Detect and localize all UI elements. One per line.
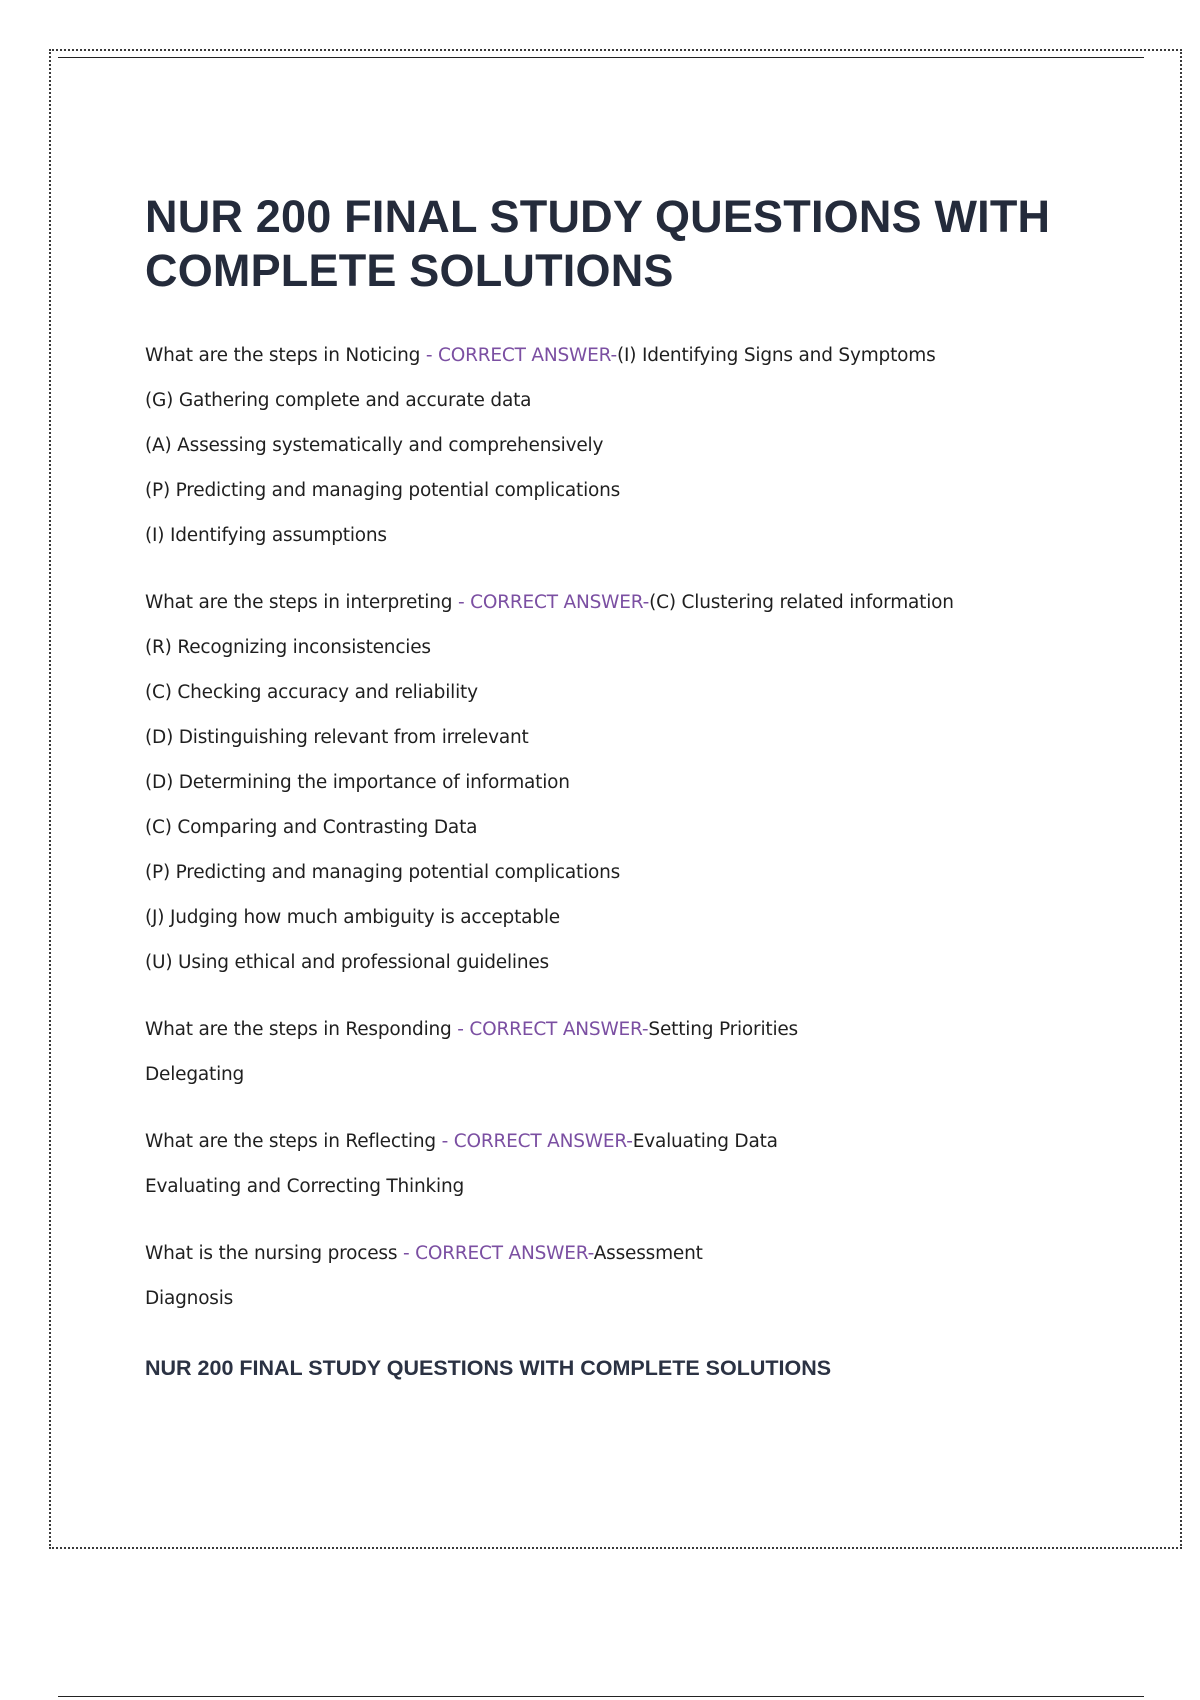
header-rule [58,57,1144,58]
answer-line: (C) Comparing and Contrasting Data [145,817,478,838]
qa-item [145,1243,1105,1310]
answer-line: (G) Gathering complete and accurate data [145,390,532,411]
document-body [145,190,1105,1381]
answer-line: Delegating [145,1064,245,1085]
answer-line: (U) Using ethical and professional guidelines [145,952,549,973]
question-text: What is the nursing process [145,1243,403,1264]
question-line [145,345,1105,367]
correct-answer-label: - CORRECT ANSWER- [402,1243,594,1264]
question-line [145,592,1105,614]
answer-text: Assessment [593,1243,703,1264]
answer-line: (J) Judging how much ambiguity is acceptable [145,907,560,928]
answer-line: (P) Predicting and managing potential complications [145,862,621,883]
answer-line: (P) Predicting and managing potential complications [145,480,621,501]
answer-line: (R) Recognizing inconsistencies [145,637,431,658]
answer-line: Evaluating and Correcting Thinking [145,1176,465,1197]
correct-answer-label: - CORRECT ANSWER- [457,592,650,613]
answer-text: Setting Priorities [648,1019,798,1040]
correct-answer-label: - CORRECT ANSWER- [457,1019,649,1040]
question-text: What are the steps in Responding [145,1019,458,1040]
correct-answer-label: - CORRECT ANSWER- [425,345,617,366]
qa-list [145,345,1105,1310]
document-footer-title: NUR 200 FINAL STUDY QUESTIONS WITH COMPLETE SOLUTIONS [145,1356,832,1380]
answer-line: (D) Distinguishing relevant from irrelevant [145,727,529,748]
question-text: What are the steps in Noticing [145,345,426,366]
qa-item [145,1131,1105,1198]
document-title: NUR 200 FINAL STUDY QUESTIONS WITH COMPLETE SOLUTIONS [145,191,1051,296]
answer-text: Evaluating Data [632,1131,778,1152]
answer-line: (C) Checking accuracy and reliability [145,682,478,703]
answer-text: (I) Identifying Signs and Symptoms [616,345,936,366]
answer-text: (C) Clustering related information [649,592,954,613]
correct-answer-label: - CORRECT ANSWER- [441,1131,633,1152]
qa-item [145,1019,1105,1086]
answer-line: (A) Assessing systematically and comprehensively [145,435,604,456]
answer-line: (D) Determining the importance of information [145,772,570,793]
footer-rule [58,1696,1144,1697]
question-text: What are the steps in Reflecting [145,1131,442,1152]
answer-line: Diagnosis [145,1288,234,1309]
qa-item [145,592,1105,974]
question-line [145,1019,1105,1041]
question-line [145,1131,1105,1153]
question-line [145,1243,1105,1265]
question-text: What are the steps in interpreting [145,592,458,613]
qa-item [145,345,1105,547]
answer-line: (I) Identifying assumptions [145,525,387,546]
